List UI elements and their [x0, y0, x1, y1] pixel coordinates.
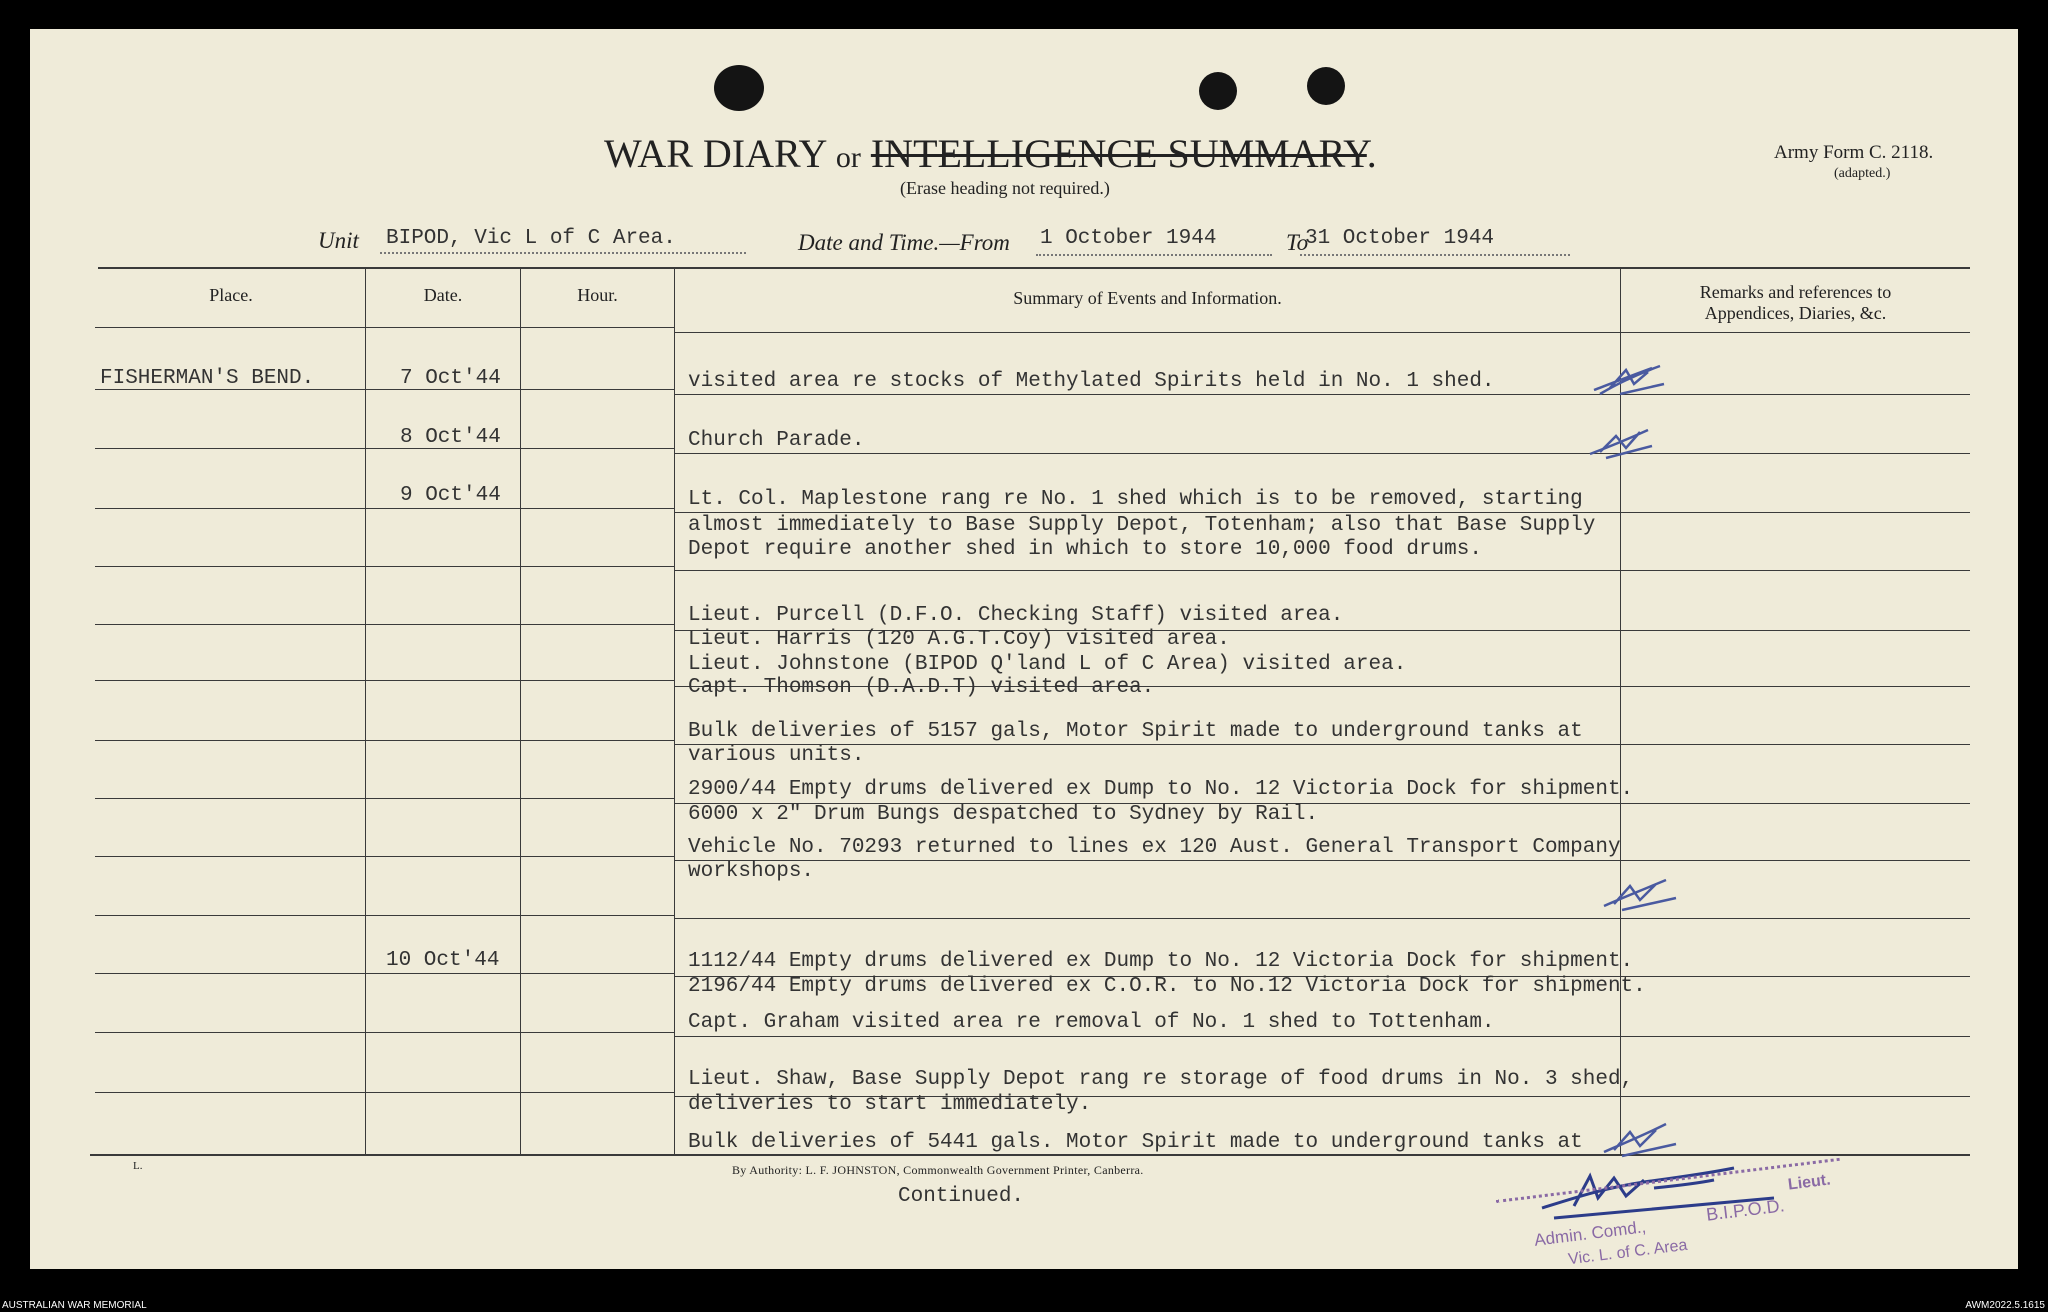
row-rule — [95, 1092, 675, 1093]
archive-credit-bar — [0, 1269, 2048, 1312]
punch-hole — [714, 65, 764, 111]
date-from-value: 1 October 1944 — [1040, 227, 1217, 250]
summary-line: workshops. — [688, 860, 815, 883]
row-rule — [675, 860, 1970, 861]
remarks-header-line1: Remarks and references to — [1699, 282, 1892, 302]
row-rule — [95, 680, 675, 681]
stamp-unit: B.I.P.O.D. — [1705, 1195, 1786, 1225]
page-title — [604, 130, 1377, 177]
column-divider — [520, 267, 521, 1155]
column-header-hour: Hour. — [577, 285, 618, 305]
summary-line: Vehicle No. 70293 returned to lines ex 120 Aust. General Transport Company — [688, 836, 1621, 859]
unit-value: BIPOD, Vic L of C Area. — [386, 227, 676, 250]
row-rule — [675, 512, 1970, 513]
row-rule — [675, 744, 1970, 745]
form-letter: L. — [133, 1160, 143, 1172]
summary-line: Church Parade. — [688, 429, 865, 452]
stamp-rank: Lieut. — [1787, 1171, 1832, 1194]
column-header-place: Place. — [209, 285, 253, 305]
row-rule — [95, 1032, 675, 1033]
summary-line: visited area re stocks of Methylated Spirits held in No. 1 shed. — [688, 370, 1495, 393]
punch-hole — [1199, 72, 1237, 110]
column-header-summary: Summary of Events and Information. — [1013, 288, 1282, 308]
unit-dotted-line — [380, 252, 746, 254]
adapted-note: (adapted.) — [1834, 166, 1891, 181]
row-rule — [95, 798, 675, 799]
summary-line: various units. — [688, 744, 865, 767]
date-time-label: Date and Time.—From — [798, 230, 1010, 255]
title-or: or — [835, 141, 861, 174]
initials-signature — [1590, 354, 1670, 404]
from-dotted-line — [1036, 254, 1272, 256]
summary-line: 2196/44 Empty drums delivered ex C.O.R. to No.12 Victoria Dock for shipment. — [688, 975, 1646, 998]
row-rule — [675, 453, 1970, 454]
erase-note: (Erase heading not required.) — [900, 178, 1110, 198]
column-divider — [674, 267, 675, 1155]
summary-line: Capt. Thomson (D.A.D.T) visited area. — [688, 676, 1155, 699]
title-war-diary: WAR DIARY — [604, 131, 826, 176]
row-rule — [95, 448, 675, 449]
date-to-value: 31 October 1944 — [1305, 227, 1495, 250]
row-rule — [675, 394, 1970, 395]
to-label: To — [1286, 230, 1309, 255]
summary-line: Capt. Graham visited area re removal of No. 1 shed to Tottenham. — [688, 1011, 1495, 1034]
row-rule — [675, 570, 1970, 571]
initials-signature — [1600, 868, 1684, 916]
summary-line: Depot require another shed in which to store 10,000 food drums. — [688, 538, 1482, 561]
table-top-border — [98, 267, 1970, 269]
stamp-area: Vic. L. of C. Area — [1567, 1236, 1689, 1269]
archive-reference: AWM2022.5.1615 — [1965, 1300, 2045, 1311]
summary-line: Lieut. Purcell (D.F.O. Checking Staff) visited area. — [688, 604, 1344, 627]
to-dotted-line — [1300, 254, 1570, 256]
row-rule — [675, 332, 1970, 333]
row-rule — [95, 624, 675, 625]
row-rule — [95, 973, 675, 974]
column-divider — [365, 267, 366, 1155]
continued-note: Continued. — [898, 1185, 1025, 1208]
summary-line: Lieut. Shaw, Base Supply Depot rang re storage of food drums in No. 3 shed, — [688, 1068, 1634, 1091]
summary-line: Bulk deliveries of 5157 gals, Motor Spirit made to underground tanks at — [688, 720, 1583, 743]
summary-line: Lt. Col. Maplestone rang re No. 1 shed which is to be removed, starting — [688, 488, 1583, 511]
column-header-remarks — [1621, 282, 1970, 324]
printer-authority: By Authority: L. F. JOHNSTON, Commonwealth Government Printer, Canberra. — [732, 1163, 1144, 1177]
summary-line: 2900/44 Empty drums delivered ex Dump to No. 12 Victoria Dock for shipment. — [688, 778, 1634, 801]
title-period: . — [1366, 131, 1377, 176]
stamp-admin-comd: Admin. Comd., — [1533, 1217, 1648, 1250]
army-form-number: Army Form C. 2118. — [1774, 142, 1934, 163]
remarks-header-line2: Appendices, Diaries, &c. — [1704, 303, 1887, 323]
title-struck: INTELLIGENCE SUMMARY — [870, 131, 1367, 176]
archive-credit: AUSTRALIAN WAR MEMORIAL — [2, 1300, 147, 1311]
unit-label: Unit — [318, 228, 359, 253]
row-rule — [95, 915, 675, 916]
row-rule — [95, 740, 675, 741]
row-rule — [95, 566, 675, 567]
initials-signature — [1586, 418, 1666, 462]
summary-line: Lieut. Johnstone (BIPOD Q'land L of C Area) visited area. — [688, 653, 1407, 676]
table-bottom-border — [90, 1154, 1970, 1156]
summary-line: Bulk deliveries of 5441 gals. Motor Spirit made to underground tanks at — [688, 1131, 1583, 1154]
row-rule — [95, 508, 675, 509]
place-fishermans-bend: FISHERMAN'S BEND. — [100, 367, 315, 390]
column-header-date: Date. — [423, 285, 463, 305]
summary-line: 1112/44 Empty drums delivered ex Dump to No. 12 Victoria Dock for shipment. — [688, 950, 1634, 973]
row-rule — [95, 327, 675, 328]
summary-line: 6000 x 2" Drum Bungs despatched to Sydney by Rail. — [688, 803, 1319, 826]
date-9-oct: 9 Oct'44 — [400, 484, 501, 507]
punch-hole — [1307, 67, 1345, 105]
summary-line: deliveries to start immediately. — [688, 1093, 1092, 1116]
summary-line: almost immediately to Base Supply Depot, Totenham; also that Base Supply — [688, 514, 1596, 537]
row-rule — [95, 856, 675, 857]
row-rule — [675, 1036, 1970, 1037]
date-8-oct: 8 Oct'44 — [400, 426, 501, 449]
initials-signature — [1600, 1114, 1684, 1162]
summary-line: Lieut. Harris (120 A.G.T.Coy) visited area. — [688, 628, 1230, 651]
date-10-oct: 10 Oct'44 — [386, 949, 500, 972]
row-rule — [675, 918, 1970, 919]
date-7-oct: 7 Oct'44 — [400, 367, 501, 390]
